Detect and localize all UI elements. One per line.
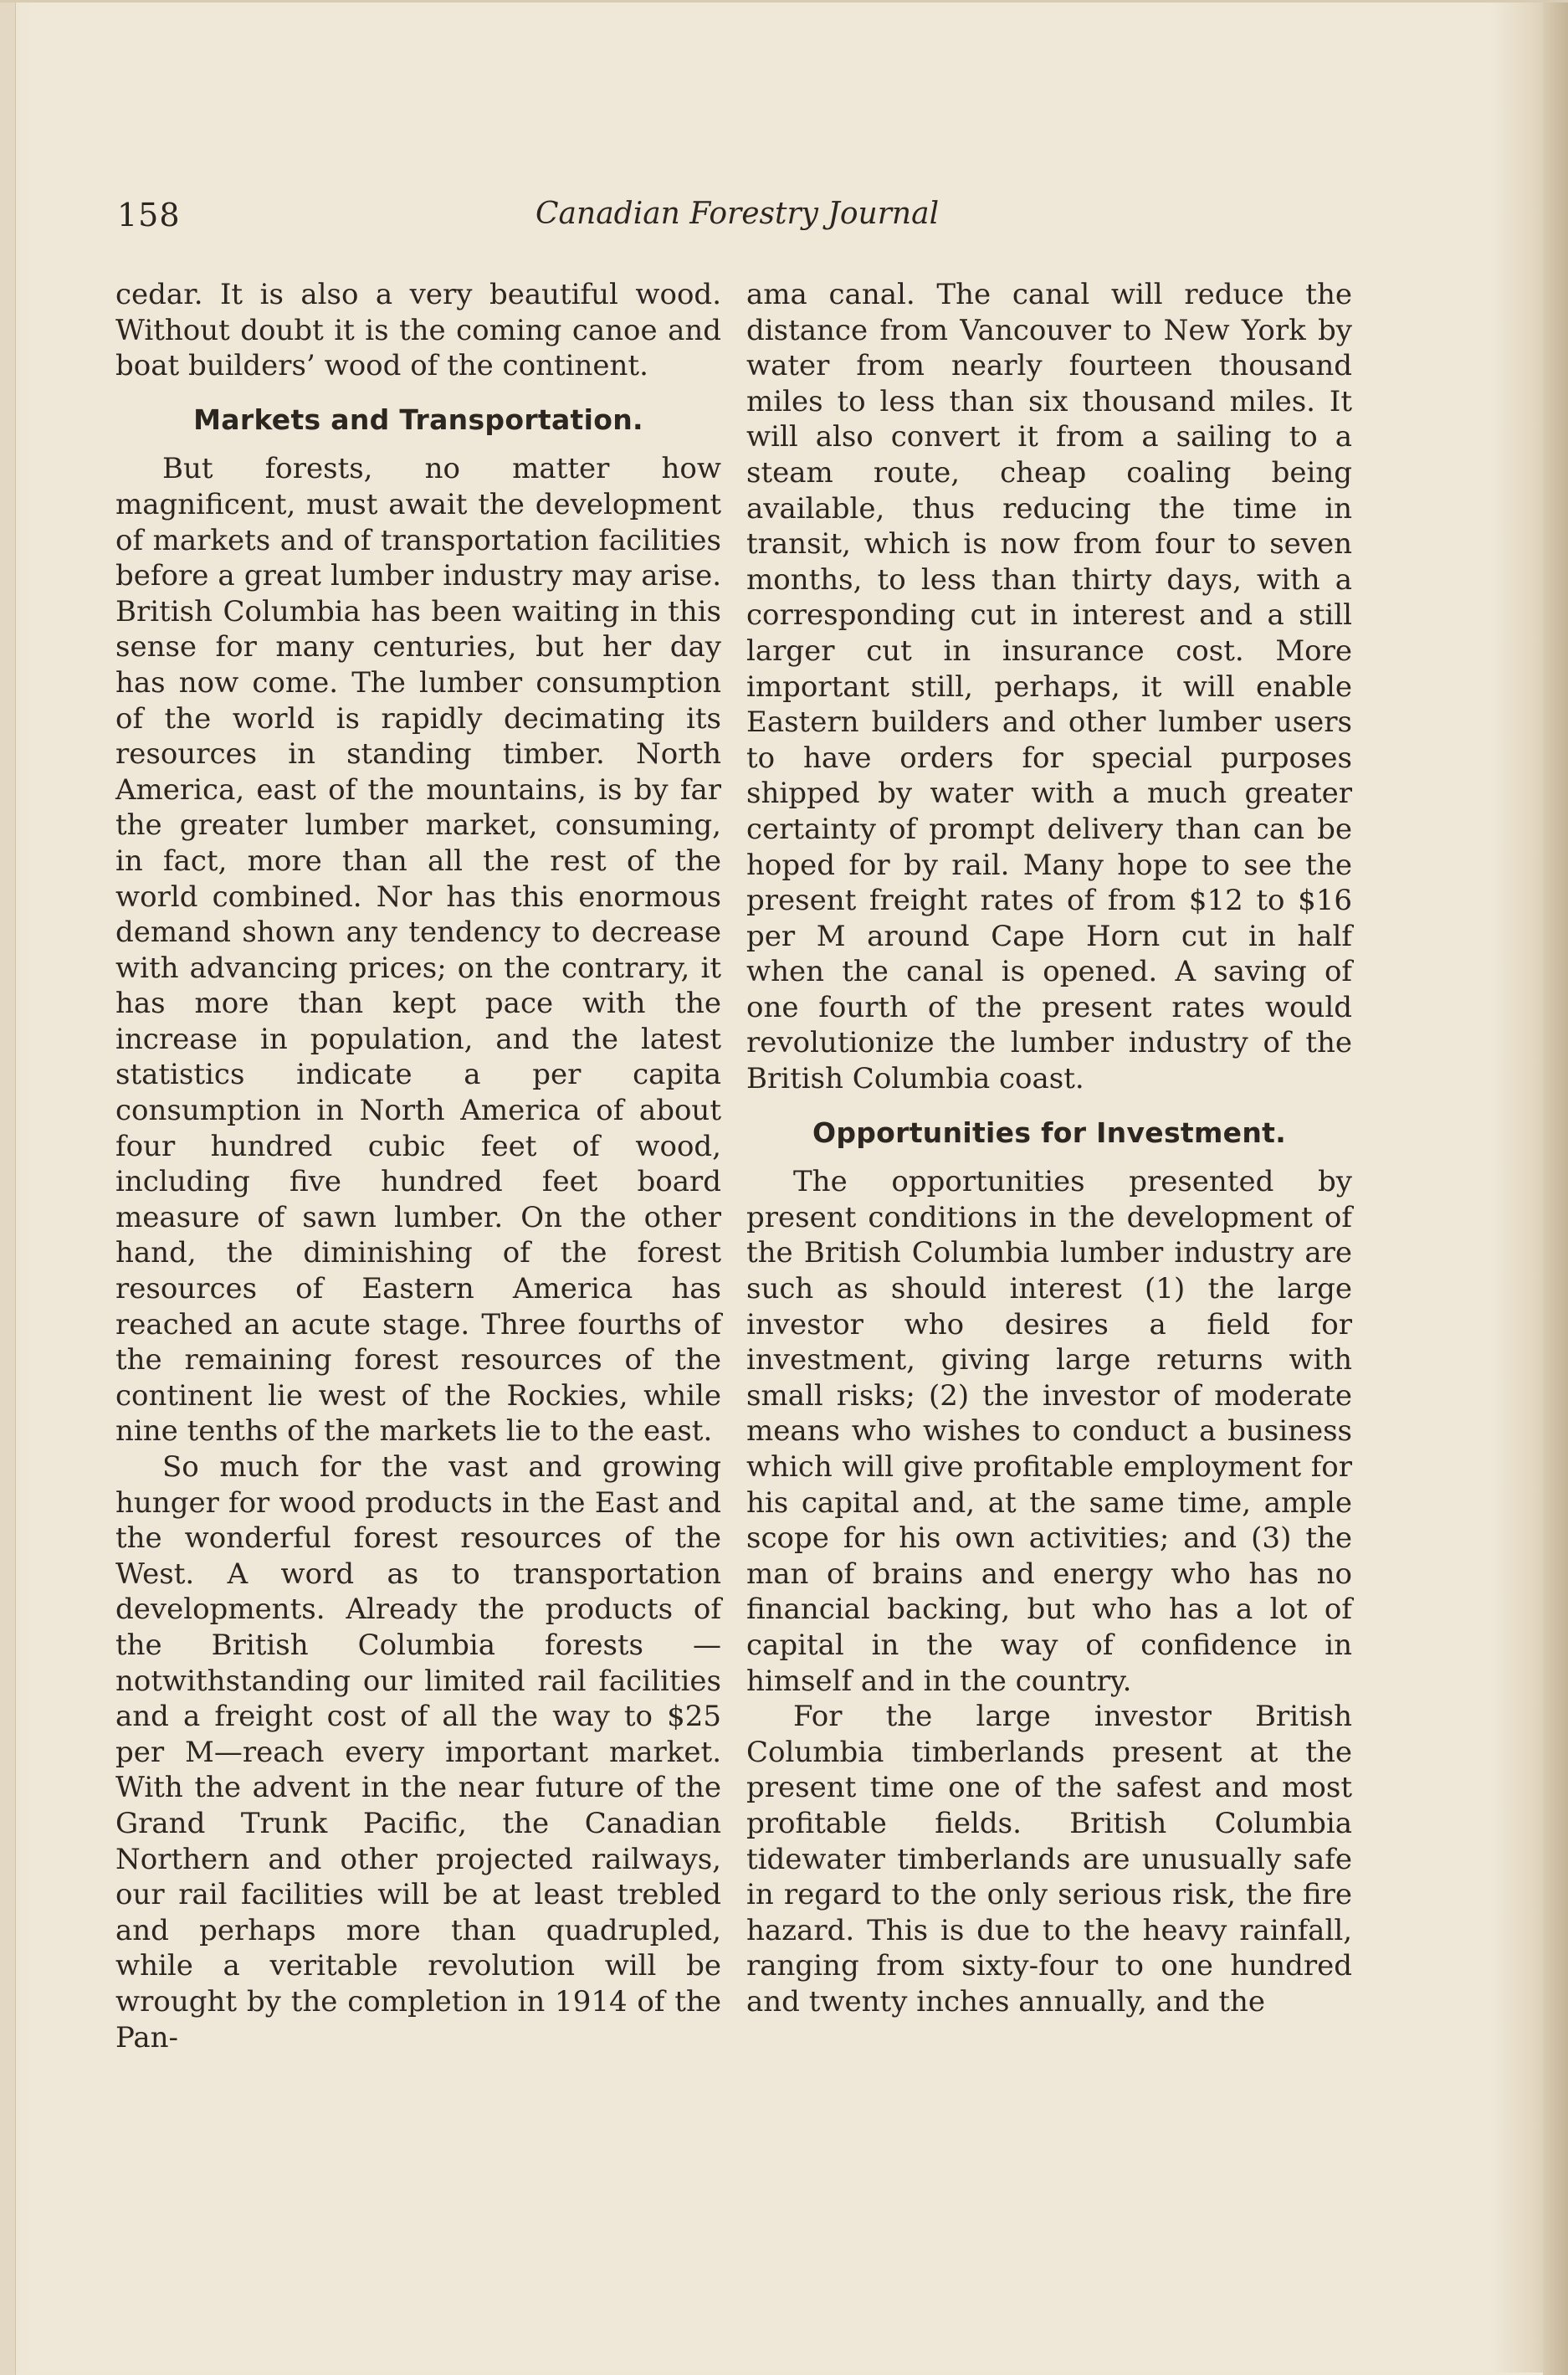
journal-title: Canadian Forestry Journal (535, 197, 940, 231)
paragraph: The opportunities presented by present conditions in the development of the British Columbia lumber industry are such as should interest (1) the large investor who desires a field for investment, giving large returns with small risks; (2) the investor of moderate means who wishes to conduct a business which will give profitable employment for his capital and, at the same time, ample scope for his own activities; and (3) the man of brains and energy who has no financial backing, but who has a lot of capital in the way of confidence in himself and in the country. (746, 1165, 1352, 1698)
section-heading: Opportunities for Investment. (812, 1116, 1287, 1149)
paragraph: For the large investor British Columbia timberlands present at the present time one of the safest and most profitable fields. British Columbia tidewater timberlands are unusually safe in regard to the only serious risk, the fire hazard. This is due to the heavy rainfall, ranging from sixty-four to one hundred and twenty inches annually, and the (746, 1700, 1352, 2018)
paragraph: So much for the vast and growing hunger for wood products in the East and the wonderful forest resources of the West. A word as to transportation developments. Already the products of the British Columbia forests — notwithstanding our limited rail facilities and a freight cost of all the way to $25 per M—reach every important market. With the advent in the near future of the Grand Trunk Pacific, the Canadian Northern and other projected railways, our rail facilities will be at least trebled and perhaps more than quadrupled, while a veritable revolution will be wrought by the completion in 1914 of the Pan- (115, 1450, 721, 2054)
paragraph: ama canal. The canal will reduce the distance from Vancouver to New York by water from nearly fourteen thousand miles to less than six thousand miles. It will also convert it from a sailing to a steam route, cheap coaling being available, thus reducing the time in transit, which is now from four to seven months, to less than thirty days, with a corresponding cut in interest and a still larger cut in insurance cost. More important still, perhaps, it will enable Eastern builders and other lumber users to have orders for special purposes shipped by water with a much greater certainty of prompt delivery than can be hoped for by rail. Many hope to see the present freight rates of from $12 to $16 per M around Cape Horn cut in half when the canal is opened. A saving of one fourth of the present rates would revolutionize the lumber industry of the British Columbia coast. (746, 278, 1352, 1096)
page-number: 158 (117, 197, 181, 233)
page-left-edge (0, 3, 16, 2375)
page-header (117, 197, 1372, 247)
page-right-edge (1543, 3, 1568, 2375)
left-column (115, 277, 721, 2055)
right-column (746, 277, 1352, 2020)
paragraph: cedar. It is also a very beautiful wood. Without doubt it is the coming canoe and boat builders’ wood of the continent. (115, 278, 721, 383)
paragraph: But forests, no matter how magnificent, must await the development of markets and of transportation facilities before a great lumber industry may arise. British Columbia has been waiting in this sense for many centuries, but her day has now come. The lumber consumption of the world is rapidly decimating its resources in standing timber. North America, east of the mountains, is by far the greater lumber market, consuming, in fact, more than all the rest of the world combined. Nor has this enormous demand shown any tendency to decrease with advancing prices; on the contrary, it has more than kept pace with the increase in population, and the latest statistics indicate a per capita consumption in North America of about four hundred cubic feet of wood, including five hundred feet board measure of sawn lumber. On the other hand, the diminishing of the forest resources of Eastern America has reached an acute stage. Three fourths of the remaining forest resources of the continent lie west of the Rockies, while nine tenths of the markets lie to the east. (115, 452, 721, 1449)
section-heading: Markets and Transportation. (193, 403, 643, 436)
